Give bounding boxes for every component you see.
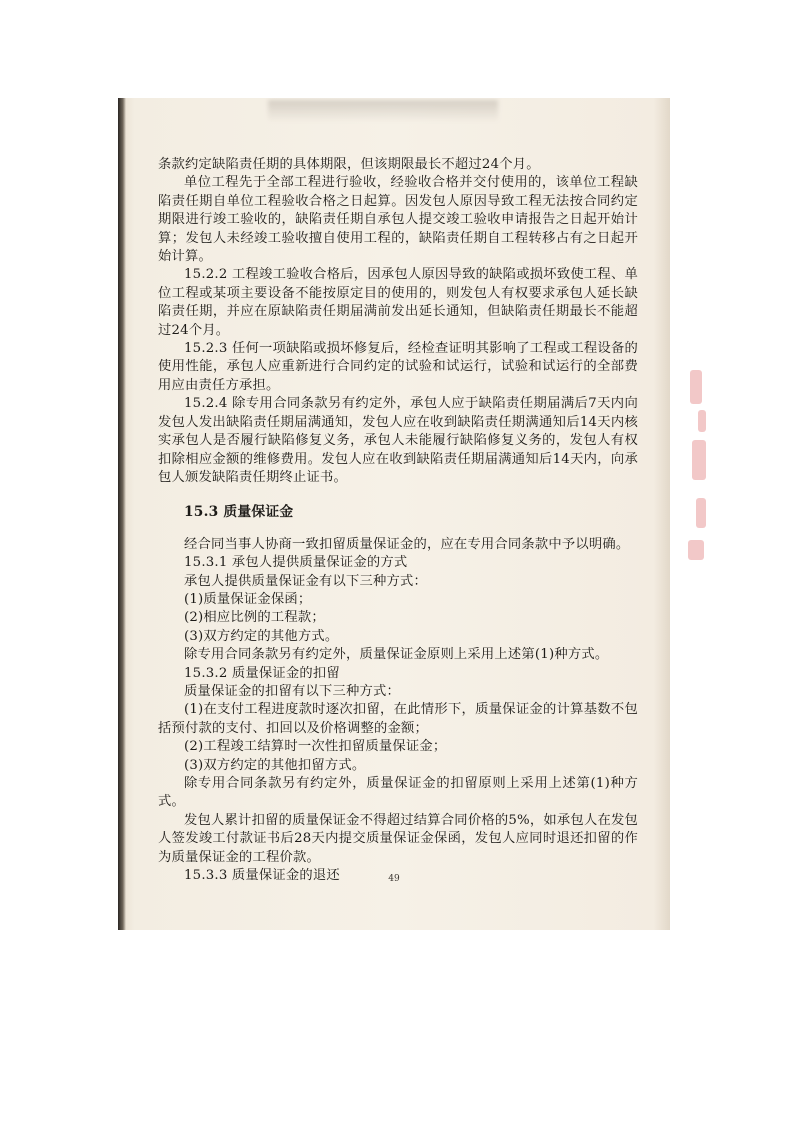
list-item: (3)双方约定的其他方式。: [184, 628, 339, 644]
paragraph: 发包人累计扣留的质量保证金不得超过结算合同价格的5%，如承包人在发包人签发竣工付款证书后28天内提交质量保证金保函，发包人应同时退还扣留的作为质量保证金的工程价款。: [158, 812, 638, 865]
binding-shadow: [118, 98, 126, 930]
paragraph-continuation: 条款约定缺陷责任期的具体期限，但该期限最长不超过24个月。: [158, 157, 540, 172]
list-item: (1)质量保证金保函；: [184, 591, 312, 607]
paragraph: 承包人提供质量保证金有以下三种方式：: [184, 573, 427, 589]
paragraph: 除专用合同条款另有约定外，质量保证金的扣留原则上采用上述第(1)种方式。: [158, 776, 638, 810]
list-item: (2)工程竣工结算时一次性扣留质量保证金；: [184, 739, 447, 755]
clause-15-2-3: 15.2.3 任何一项缺陷或损坏修复后，经检查证明其影响了工程或工程设备的使用性能，承包人应重新进行合同约定的试验和试运行，试验和试运行的全部费用应由责任方承担。: [158, 341, 638, 393]
page-body: [158, 156, 638, 885]
clause-15-2-2: 15.2.2 工程竣工验收合格后，因承包人原因导致的缺陷或损坏致使工程、单位工程或某项主要设备不能按原定目的使用的，则发包人有权要求承包人延长缺陷责任期，并应在原缺陷责任期届满前发出延长通知，但缺陷责任期最长不能超过24个月。: [158, 267, 638, 338]
paragraph: 质量保证金的扣留有以下三种方式：: [184, 683, 400, 699]
paragraph: 单位工程先于全部工程进行验收，经验收合格并交付使用的，该单位工程缺陷责任期自单位工程验收合格之日起算。因发包人原因导致工程无法按合同约定期限进行竣工验收的，缺陷责任期自承包人提交竣工验收申请报告之日起开始计算；发包人未经竣工验收擅自使用工程的，缺陷责任期自工程转移占有之日起开始计算。: [158, 175, 638, 265]
paragraph: 除专用合同条款另有约定外，质量保证金原则上采用上述第(1)种方式。: [184, 647, 609, 663]
list-item: (2)相应比例的工程款；: [184, 610, 325, 626]
show-through-bleed: [268, 100, 498, 122]
paragraph: 经合同当事人协商一致扣留质量保证金的，应在专用合同条款中予以明确。: [184, 536, 630, 552]
list-item: (3)双方约定的其他扣留方式。: [184, 757, 366, 773]
list-item: (1)在支付工程进度款时逐次扣留，在此情形下，质量保证金的计算基数不包括预付款的支付、扣回以及价格调整的金额；: [158, 702, 638, 736]
clause-15-3-1-heading: 15.3.1 承包人提供质量保证金的方式: [184, 555, 408, 571]
page-number: 49: [388, 874, 400, 884]
clause-15-3-3-heading: 15.3.3 质量保证金的退还: [184, 868, 340, 884]
section-heading-15-3: 15.3 质量保证金: [184, 504, 294, 521]
clause-15-3-2-heading: 15.3.2 质量保证金的扣留: [184, 665, 340, 681]
seal-stamp-fragment: [688, 370, 718, 590]
clause-15-2-4: 15.2.4 除专用合同条款另有约定外，承包人应于缺陷责任期届满后7天内向发包人发出缺陷责任期届满通知，发包人应在收到缺陷责任期满通知后14天内核实承包人是否履行缺陷修复义务，承包人未能履行缺陷修复义务的，发包人有权扣除相应金额的维修费用。发包人应在收到缺陷责任期届满通知后14天内，向承包人颁发缺陷责任期终止证书。: [158, 396, 638, 485]
scanned-page: [118, 98, 670, 930]
